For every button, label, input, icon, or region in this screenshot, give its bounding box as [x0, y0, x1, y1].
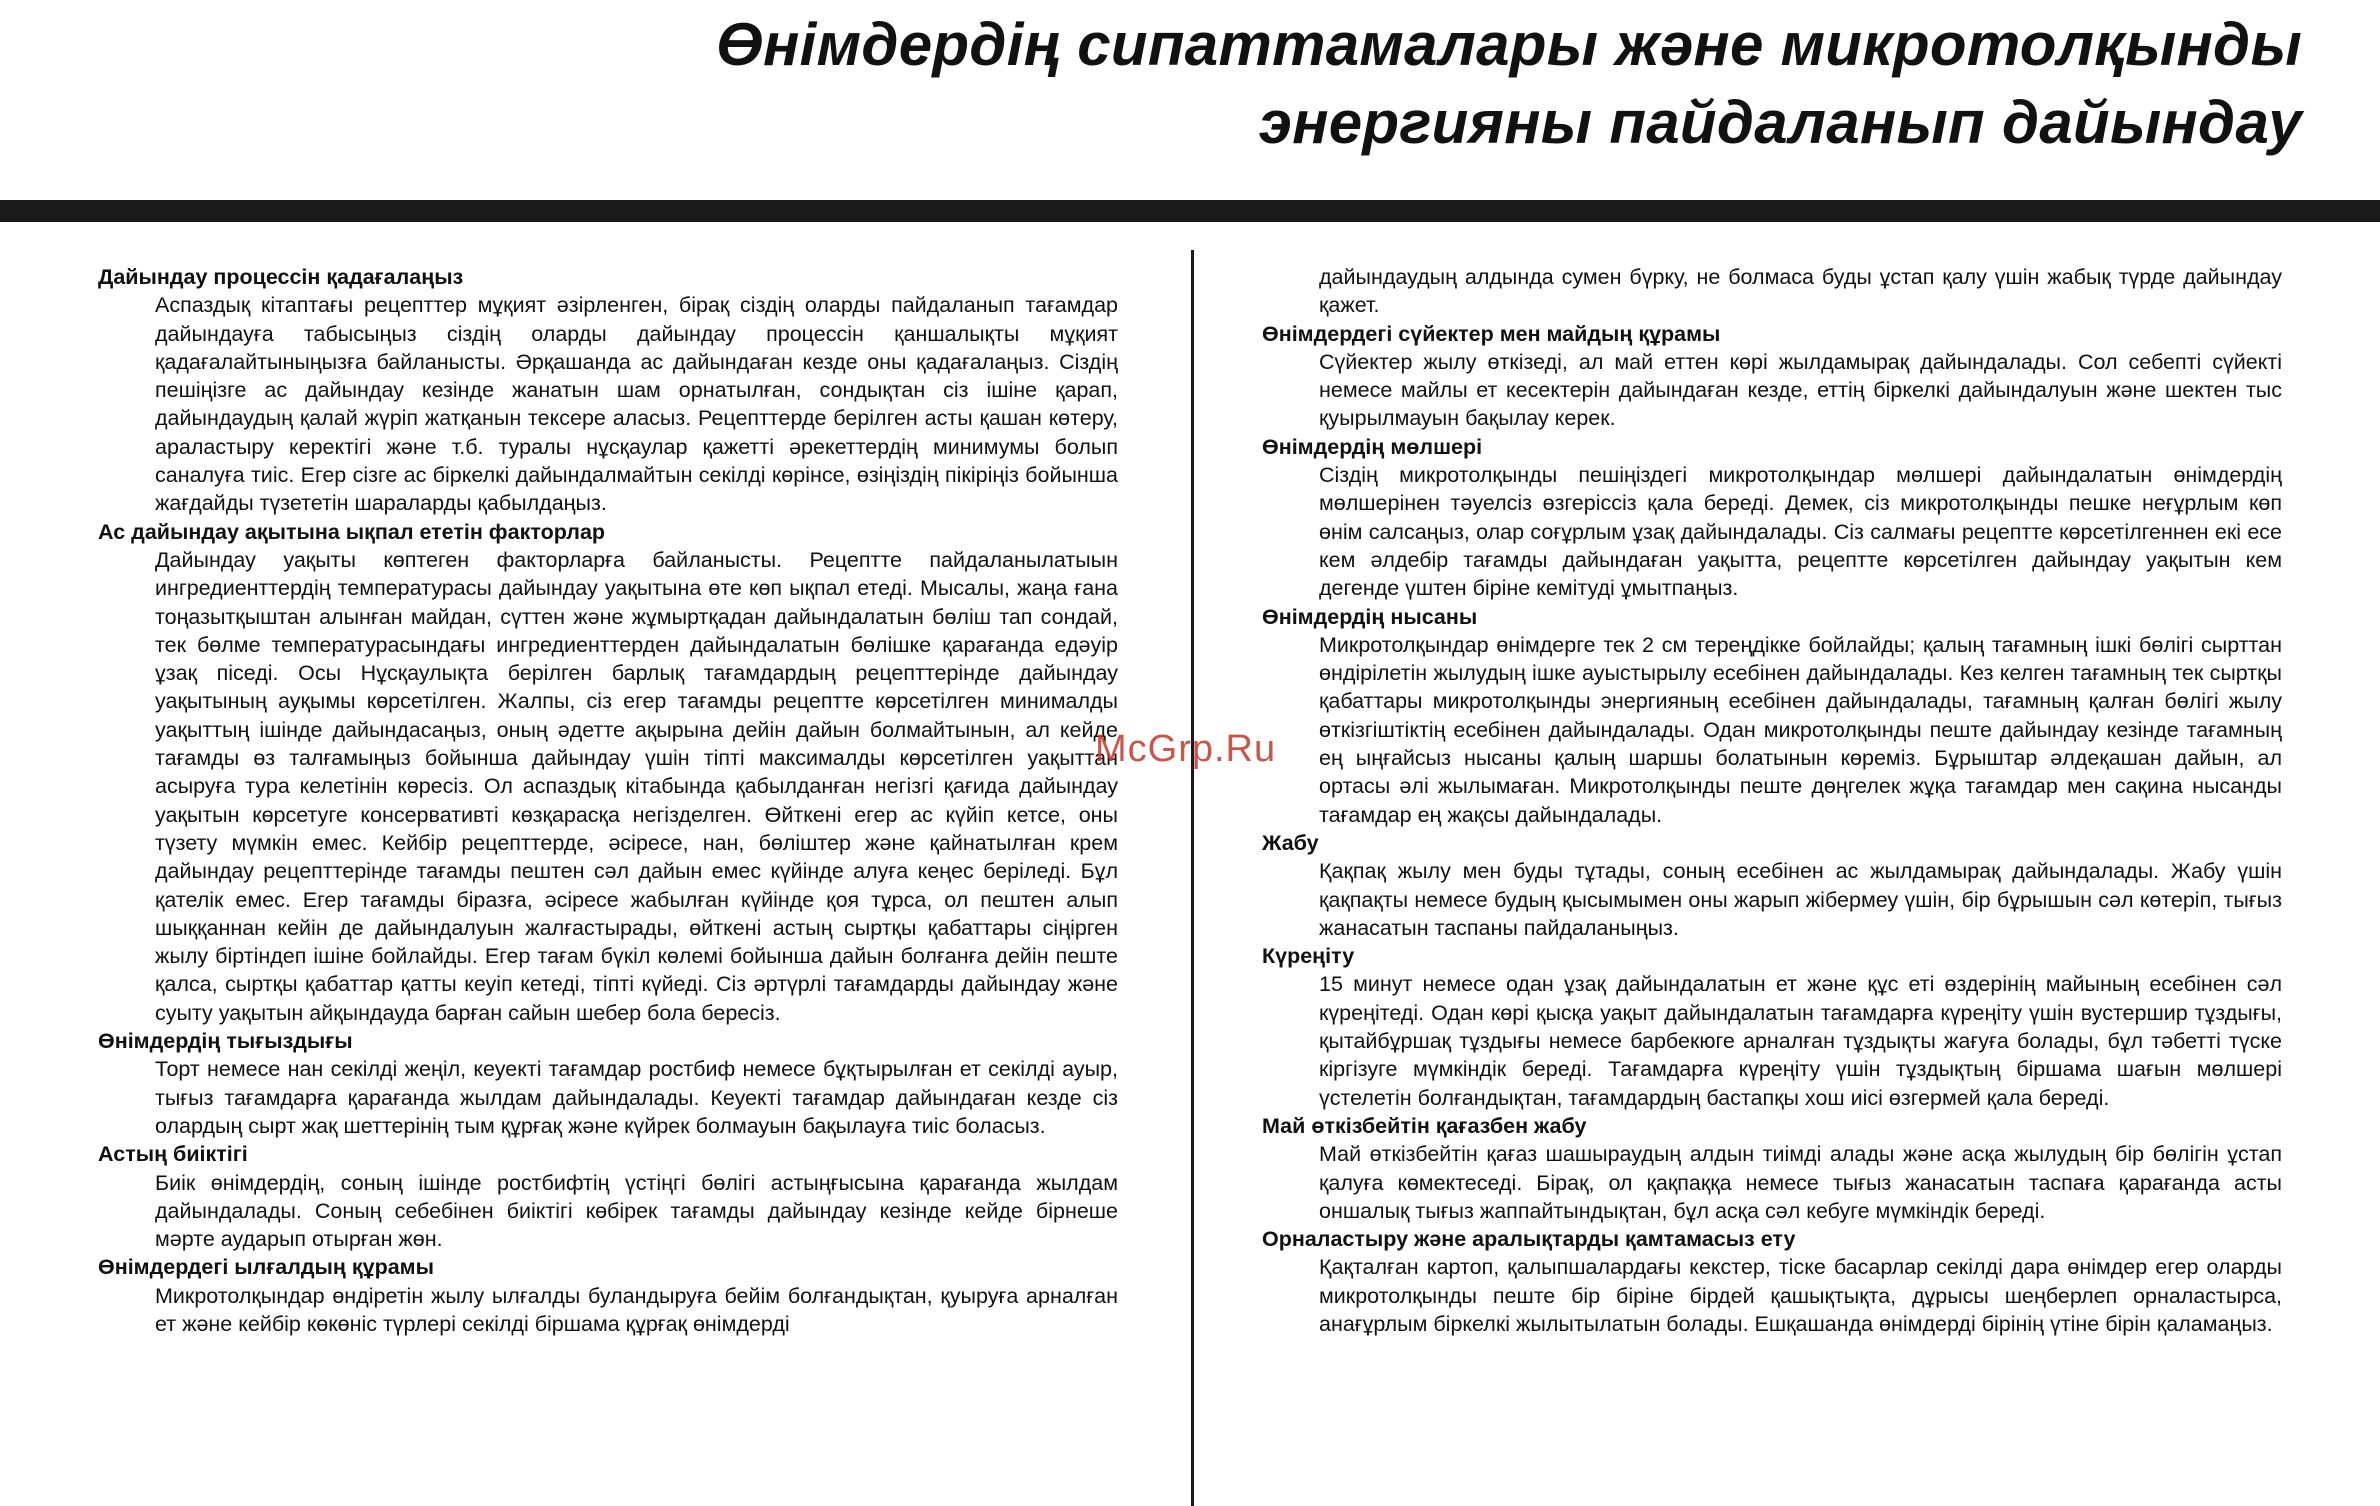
section-heading: Дайындау процессін қадағалаңыз: [98, 265, 464, 289]
section-text: дайындаудың алдында сумен бүрку, не болмаса буды ұстап қалу үшін жабық түрде дайындау қажет.: [1319, 265, 2282, 318]
column-divider: [1191, 250, 1194, 1506]
left-column: [98, 263, 1118, 1338]
section-heading: Май өткізбейтін қағазбен жабу: [1262, 1113, 1587, 1138]
section: [1262, 320, 2282, 433]
section: [98, 1140, 1118, 1253]
section-heading: Өнімдердің тығыздығы: [98, 1029, 353, 1054]
right-column: [1262, 263, 2282, 1338]
section-heading: Орналастыру және аралықтарды қамтамасыз ету: [1262, 1227, 1796, 1252]
section-text: Қақталған картоп, қалыпшалардағы кекстер, тіске басарлар секілді дара өнімдер егер оларды микротолқынды пеште бір біріне бірдей қашықтықта, дұрысы шеңберлеп орналастырса, анағұрлым біркелкі жылытылатын болады. Ешқашанда өнімдерді бірінің үтіне бірін қаламаңыз.: [1319, 1255, 2282, 1336]
section-text: Микротолқындар өндіретін жылу ылғалды буландыруға бейім болғандықтан, қуыруға арналған ет және кейбір көкөніс түрлері секілді біршама құрғақ өнімдерді: [155, 1283, 1118, 1336]
section: [1262, 603, 2282, 829]
section-text: Қақпақ жылу мен буды тұтады, соның есебінен ас жылдамырақ дайындалады. Жабу үшін қақпақты немесе будың қысымымен оны жарып жібермеу үшін, бір бұрышын сәл көтеріп, тығыз жанасатын таспаны пайдаланыңыз.: [1319, 859, 2282, 940]
section-text: Микротолқындар өнімдерге тек 2 см тереңдікке бойлайды; қалың тағамның ішкі бөлігі сырттан өндірілетін жылудың ішке ауыстырылу есебінен дайындалады. Кез келген тағамның тек сыртқы қабаттары микротолқынды энергияның есебінен дайындалады, тағамның қалған бөлігі жылу өткізгіштіктің есебінен дайындалады. Одан микротолқынды пеште дайындау кезінде тағамның ең ыңғайсыз нысаны қалың шаршы болатынын көреміз. Бұрыштар әлдеқашан дайын, ал ортасы әлі жылымаған. Микротолқынды пеште дөңгелек жұқа тағамдар мен сақина нысанды тағамдар ең жақсы дайындалады.: [1319, 632, 2282, 827]
section-heading: Өнімдердегі ылғалдың құрамы: [98, 1255, 434, 1280]
header-rule: [0, 200, 2380, 222]
page-title-line-2: энергияны пайдаланып дайындау: [1258, 89, 2302, 156]
section: [98, 518, 1118, 1027]
section: [1262, 433, 2282, 603]
section: [1262, 829, 2282, 942]
section-text: Сүйектер жылу өткізеді, ал май еттен көрі жылдамырақ дайындалады. Сол себепті сүйекті немесе майлы ет кесектерін дайындаған кезде, еттің біркелкі дайындалуын және шектен тыс қуырылмауын бақылау керек.: [1319, 349, 2282, 431]
section: [98, 1253, 1118, 1338]
section-text: 15 минут немесе одан ұзақ дайындалатын ет және құс еті өздерінің майының есебінен сәл күреңітеді. Одан көрі қысқа уақыт дайындалатын тағамдарға күреңіту үшін вустершир тұздығы, қытайбұршақ тұздығы немесе барбекюге арналған тұздықты жағуға болады, бұл тәбетті түске кіргізуге мүмкіндік береді. Тағамдарға күреңіту үшін тұздықтың біршама шағын мөлшері үстелетін болғандықтан, тағамдардың бастапқы хош иісі өзгермей қала береді.: [1319, 972, 2282, 1110]
section-heading: Жабу: [1262, 830, 1319, 855]
section: [98, 263, 1118, 518]
section-heading: Ас дайындау ақытына ықпал ететін факторлар: [98, 519, 606, 544]
section-text: Аспаздық кітаптағы рецепттер мұқият әзірленген, бірақ сіздің оларды пайдаланып тағамдар дайындауға табысыңыз сіздің оларды дайындау процессін қаншалықты мұқият қадағалайтыныңызға байланысты. Әрқашанда ас дайындаған кезде оны қадағалаңыз. Сіздің пешіңізге ас дайындау кезінде жанатын шам орнатылған, сондықтан сіз ішіне қарап, дайындаудың қалай жүріп жатқанын тексере алаcыз. Рецепттерде берілген асты қашан көтеру, араластыру керектігі және т.б. туралы нұсқаулар қажетті әрекеттердің минимумы болып саналуға тиіс. Егер сізге ас біркелкі дайындалмайтын секілді көрінсе, өзіңіздің пікіріңіз бойынша жағдайды түзететін шараларды қабылдаңыз.: [155, 293, 1118, 516]
page-title: [716, 6, 2302, 162]
section-heading: Өнімдердің мөлшері: [1262, 434, 1483, 459]
section-continuation: [1262, 263, 2282, 320]
section-text: Сіздің микротолқынды пешіңіздегі микротолқындар мөлшері дайындалатын өнімдердің мөлшерінен тәуелсіз өзгеріссіз қала береді. Демек, сіз микротолқынды пешке неғұрлым көп өнім салсаңыз, олар соғұрлым ұзақ дайындалады. Сіз салмағы рецептте көрсетілгеннен екі есе кем әлдебір тағамды дайындаған уақытта, рецептте көрсетілген дайындау уақытын кем дегенде үштен біріне кемітуді ұмытпаңыз.: [1319, 463, 2282, 601]
section: [1262, 942, 2282, 1112]
section-heading: Өнімдердегі сүйектер мен майдың құрамы: [1262, 321, 1721, 346]
section: [1262, 1112, 2282, 1225]
section-heading: Күреңіту: [1262, 944, 1355, 969]
section-heading: Өнімдердің нысаны: [1262, 604, 1478, 629]
section-text: Биік өнімдердің, соның ішінде ростбифтің үстіңгі бөлігі астыңғысына қарағанда жылдам дайындалады. Соның себебінен биіктігі көбірек тағамды дайындау кезінде кейде бірнеше мәрте аударып отырған жөн.: [155, 1170, 1118, 1252]
watermark-text: McGrp.Ru: [1095, 728, 1277, 770]
page-title-line-1: Өнімдердің сипаттамалары және микротолқынды: [716, 11, 2302, 78]
section-text: Май өткізбейтін қағаз шашыраудың алдын тиімді алады және асқа жылудың бір бөлігін ұстап қалуға көмектеседі. Бірақ, ол қақпаққа немесе тығыз жанасатын таспаға қарағанда асты оншалық тығыз жаппайтындықтан, бұл асқа сәл кебуге мүмкіндік береді.: [1319, 1142, 2282, 1223]
section: [98, 1027, 1118, 1140]
section: [1262, 1225, 2282, 1338]
section-text: Дайындау уақыты көптеген факторларға байланысты. Рецептте пайдаланылатыын ингредиенттердің температурасы дайындау уақытына өте көп ықпал етеді. Мысалы, жаңа ғана тоңазытқыштан алынған майдан, сүттен және жұмыртқадан дайындалатын бөліш тап сондай, тек бөлме температурасындағы ингредиенттерден дайындалатын бөлішке қарағанда едәуір ұзақ піседі. Осы Нұсқаулықта берілген барлық тағамдардың рецепттерінде дайындау уақытының ауқымы көрсетілген. Жалпы, сіз егер тағамды рецептте көрсетілген минималды уақыттың ішінде дайындасаңыз, оның әдетте ақырына дейін дайын болмайтынын, ал кейде тағамды өз талғамыңыз бойынша дайындау үшін тіпті максималды көрсетілген уақыттан асыруға тура келетінін көресіз. Ол аспаздық кітабында қабылданған негізгі қағида дайындау уақытын көрсетуге консервативті көзқарасқа негізделген. Өйткені егер ас күйіп кетсе, оны түзету мүмкін емес. Кейбір рецепттерде, әсіресе, нан, бөліштер және қайнатылған крем дайындау рецепттерінде тағамды пештен сәл дайын емес күйінде алуға кеңес беріледі. Бұл қателік емес. Егер тағамды біразға, әсіресе жабылған күйінде қоя тұрса, ол пештен алып шыққаннан кейін де дайындалуын жалғастырады, өйткені астың сыртқы қабаттары сіңірген жылу біртіндеп ішіне бойлайды. Егер тағам бүкіл көлемі бойынша дайын болғанға дейін пеште қалса, сыртқы қабаттар қатты кеуіп кетеді, тіпті күйеді. Сіз әртүрлі тағамдарды дайындау және суыту уақытын айқындауда барған сайын шебер бола бересіз.: [155, 547, 1118, 1025]
section-heading: Астың биіктігі: [98, 1142, 248, 1167]
section-text: Торт немесе нан секілді жеңіл, кеуекті тағамдар ростбиф немесе бұқтырылған ет секілді ауыр, тығыз тағамдарға қарағанда жылдам дайындалады. Кеуекті тағамдар дайындаған кезде сіз олардың сырт жақ шеттерінің тым құрғақ және күйрек болмауын бақылауға тиіс боласыз.: [155, 1057, 1118, 1138]
